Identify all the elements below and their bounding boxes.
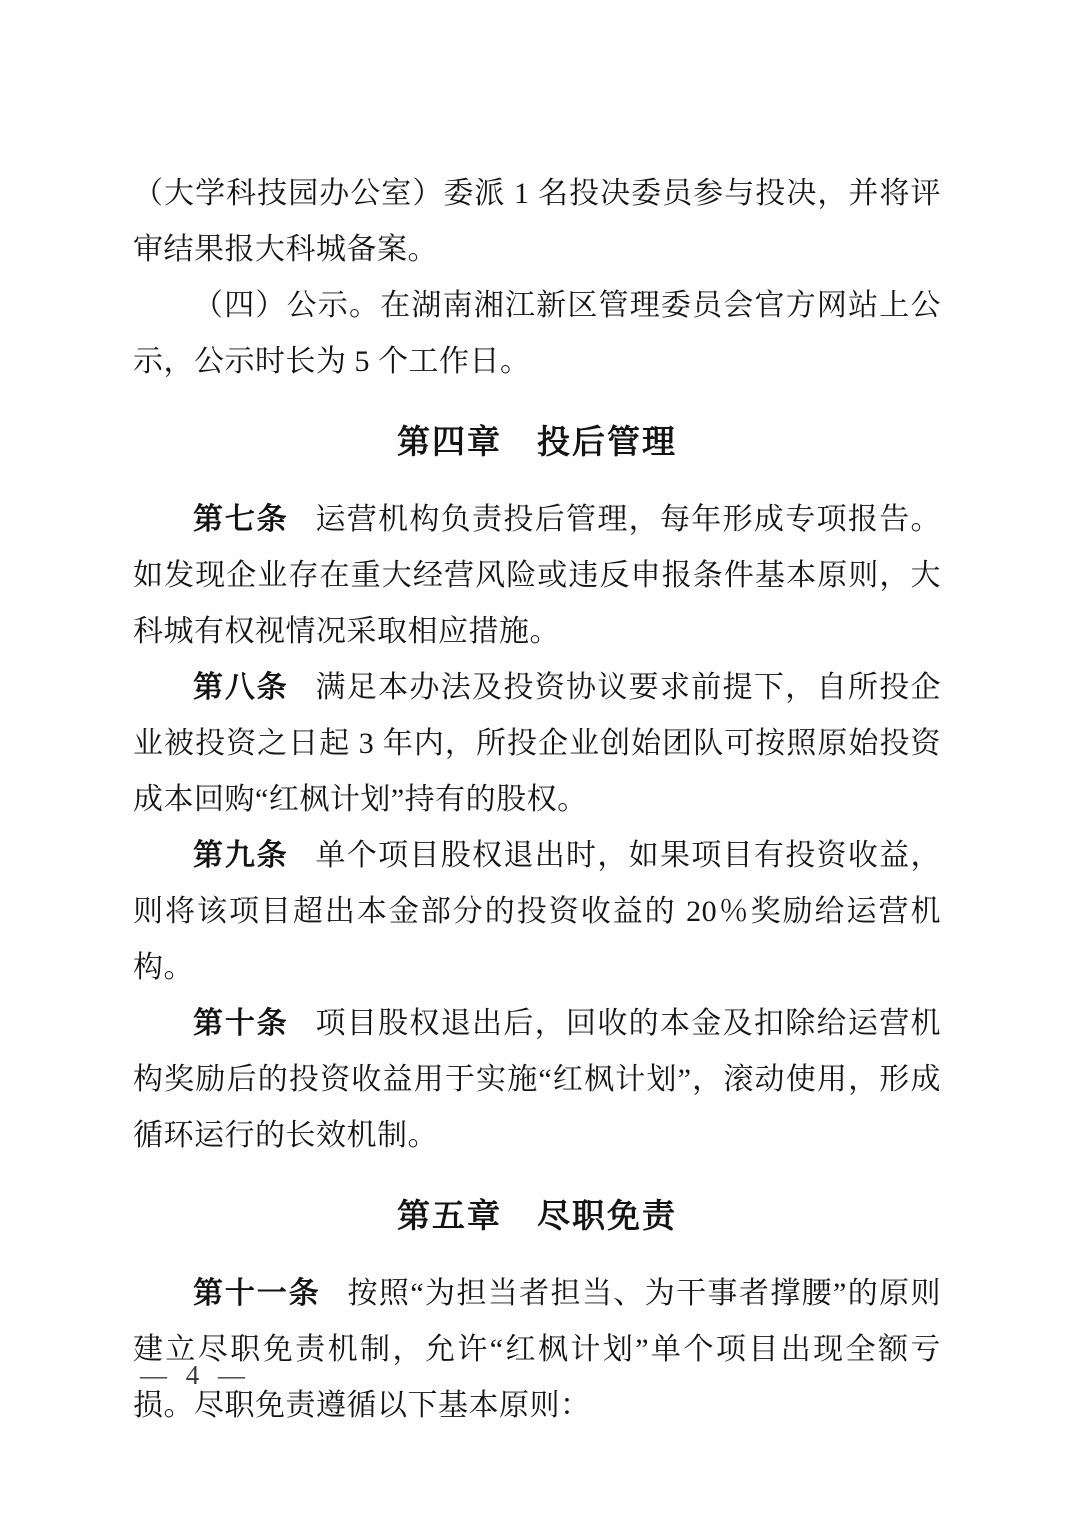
article-10-text: 项目股权退出后，回收的本金及扣除给运营机构奖励后的投资收益用于实施“红枫计划”，滚动使用，形成循环运行的长效机制。 <box>133 1007 942 1152</box>
article-11-paragraph <box>133 1266 941 1434</box>
article-7-paragraph <box>133 492 941 660</box>
article-11-number: 第十一条 <box>193 1277 321 1310</box>
article-9-paragraph <box>133 828 941 996</box>
article-7-number: 第七条 <box>193 503 289 536</box>
paragraph-public-notice: （四）公示。在湖南湘江新区管理委员会官方网站上公示，公示时长为 5 个工作日。 <box>133 289 941 378</box>
article-8-number: 第八条 <box>193 671 289 704</box>
article-8-text: 满足本办法及投资协议要求前提下，自所投企业被投资之日起 3 年内，所投企业创始团队可按照原始投资成本回购“红枫计划”持有的股权。 <box>133 671 942 816</box>
article-10-paragraph <box>133 996 941 1164</box>
chapter-4-heading: 第四章 投后管理 <box>397 423 677 460</box>
paragraph-continuation: （大学科技园办公室）委派 1 名投决委员参与投决，并将评审结果报大科城备案。 <box>133 177 941 266</box>
page-number: — 4 — <box>140 1360 251 1390</box>
article-7-text: 运营机构负责投后管理，每年形成专项报告。如发现企业存在重大经营风险或违反申报条件基本原则，大科城有权视情况采取相应措施。 <box>133 503 942 648</box>
article-11-text: 按照“为担当者担当、为干事者撑腰”的原则建立尽职免责机制，允许“红枫计划”单个项目出现全额亏损。尽职免责遵循以下基本原则： <box>133 1277 941 1422</box>
article-8-paragraph <box>133 660 941 828</box>
chapter-5-heading: 第五章 尽职免责 <box>397 1197 677 1234</box>
article-10-number: 第十条 <box>193 1007 289 1040</box>
article-9-number: 第九条 <box>193 839 289 872</box>
document-content <box>133 166 941 1434</box>
article-9-text: 单个项目股权退出时，如果项目有投资收益，则将该项目超出本金部分的投资收益的 20％奖励给运营机构。 <box>133 839 942 984</box>
